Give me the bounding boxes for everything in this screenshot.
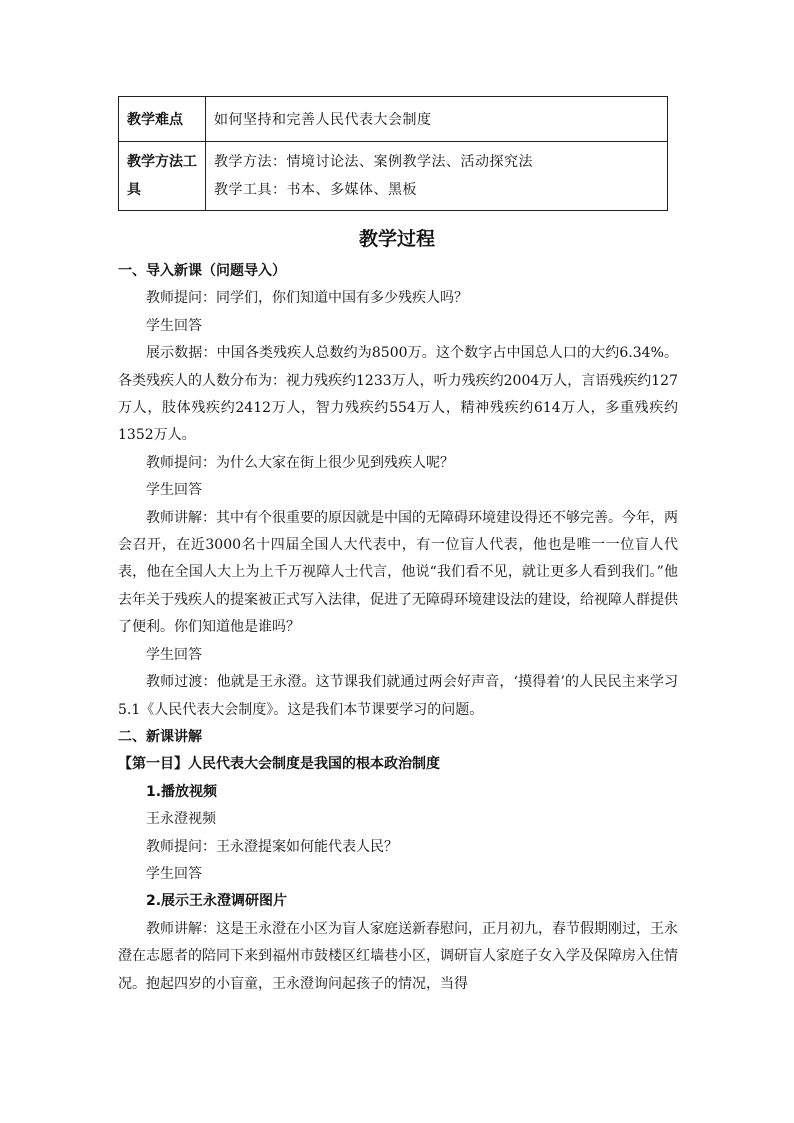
difficulty-value: 如何坚持和完善人民代表大会制度 xyxy=(206,97,668,142)
paragraph: 学生回答 xyxy=(146,317,202,334)
table-row xyxy=(119,97,668,142)
tools-line: 教学工具：书本、多媒体、黑板 xyxy=(214,182,417,198)
subheading-play-video: 1.播放视频 xyxy=(146,783,218,800)
section-heading-intro: 一、导入新课（问题导入） xyxy=(118,263,286,279)
lesson-body xyxy=(118,258,678,998)
paragraph: 教师提问：同学们，你们知道中国有多少残疾人吗？ xyxy=(146,290,468,307)
paragraph: 学生回答 xyxy=(146,482,202,499)
topic-heading: 【第一目】人民代表大会制度是我国的根本政治制度 xyxy=(118,756,440,773)
paragraph: 教师讲解：这是王永澄在小区为盲人家庭送新春慰问，正月初九，春节假期刚过，王永澄在志愿者的陪同下来到福州市鼓楼区红墙巷小区，调研盲人家庭子女入学及保障房入住情况。抱起四岁的小盲童，王永澄询问起孩子的情况，当得 xyxy=(118,920,678,992)
subheading-show-photos: 2.展示王永澄调研图片 xyxy=(146,893,288,910)
page-title: 教学过程 xyxy=(358,228,435,250)
difficulty-label: 教学难点 xyxy=(119,97,206,142)
paragraph: 学生回答 xyxy=(146,646,202,663)
method-tools-value xyxy=(206,142,668,211)
paragraph: 展示数据：中国各类残疾人总数约为8500万。这个数字占中国总人口的大约6.34%。各类残疾人的人数分布为：视力残疾约1233万人，听力残疾约2004万人，言语残疾约127万人，肢体残疾约2412万人，智力残疾约554万人，精神残疾约614万人，多重残疾约1352万人。 xyxy=(118,345,678,444)
paragraph: 教师讲解：其中有个很重要的原因就是中国的无障碍环境建设得还不够完善。今年，两会召开，在近3000名十四届全国人大代表中，有一位盲人代表，他也是唯一一位盲人代表，他在全国人大上为上千万视障人士代言，他说“我们看不见，就让更多人看到我们。”他去年关于残疾人的提案被正式写入法律，促进了无障碍环境建设法的建设，给视障人群提供了便利。你们知道他是谁吗？ xyxy=(118,509,678,636)
lesson-info-table xyxy=(118,96,668,211)
paragraph: 教师提问：为什么大家在街上很少见到残疾人呢？ xyxy=(146,454,454,471)
paragraph: 教师提问：王永澄提案如何能代表人民？ xyxy=(146,838,398,855)
method-tools-label: 教学方法工具 xyxy=(119,142,206,211)
paragraph: 学生回答 xyxy=(146,865,202,882)
paragraph: 教师过渡：他就是王永澄。这节课我们就通过两会好声音，‘摸得着’的人民民主来学习5.1《人民代表大会制度》。这是我们本节课要学习的问题。 xyxy=(118,674,678,718)
paragraph: 王永澄视频 xyxy=(146,811,216,828)
methods-line: 教学方法：情境讨论法、案例教学法、活动探究法 xyxy=(214,154,533,170)
section-heading-new-lesson: 二、新课讲解 xyxy=(118,728,202,745)
table-row xyxy=(119,142,668,211)
